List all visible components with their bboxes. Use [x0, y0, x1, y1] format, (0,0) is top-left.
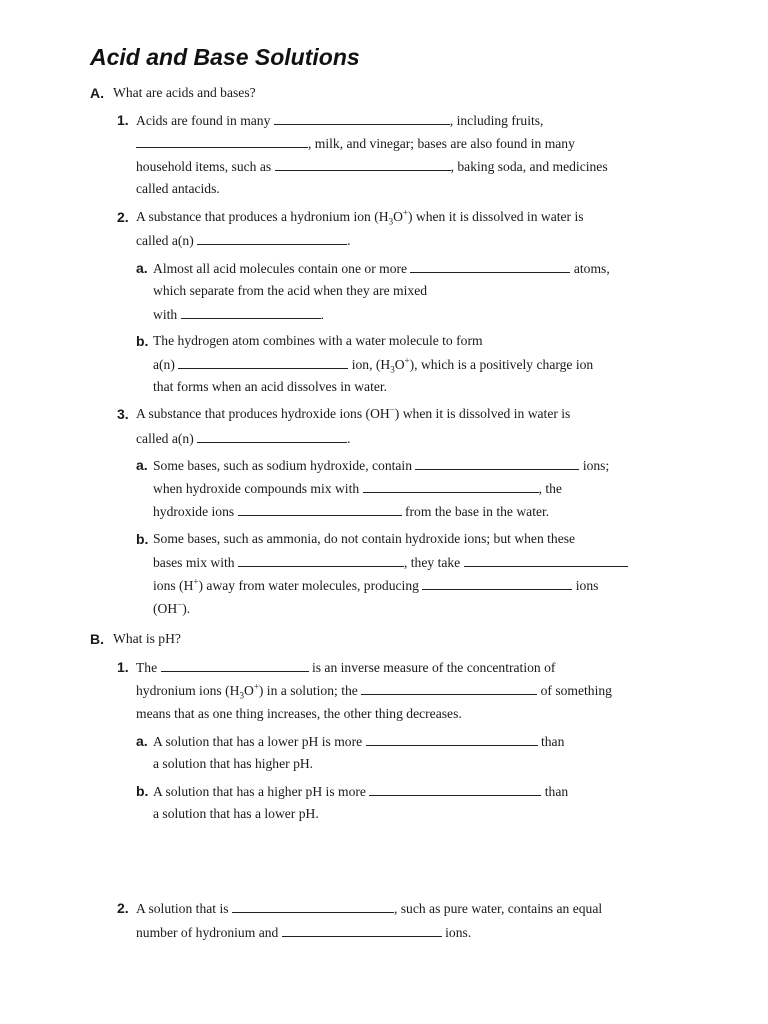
question-a1-line-3: household items, such as , baking soda, and medicines [136, 159, 608, 174]
section-a-heading: What are acids and bases? [113, 85, 256, 100]
item-a3a-marker: a. [136, 457, 148, 473]
item-a3b-marker: b. [136, 531, 149, 547]
question-a2-line-1: A substance that produces a hydronium ion $(H_3O^+)$ when it is dissolved in water is [136, 207, 584, 227]
question-b1-line-2: hydronium ions $(H_3O^+)$ in a solution; the of something [136, 681, 612, 701]
answer-blank[interactable] [275, 158, 451, 171]
question-a1-line-2: , milk, and vinegar; bases are also found in many [136, 135, 575, 152]
question-a1-marker: 1. [117, 112, 129, 128]
item-b1b-line-2: a solution that has a lower pH. [153, 806, 319, 821]
question-a1-line-4: called antacids. [136, 181, 220, 196]
item-a3a-line-1: Some bases, such as sodium hydroxide, contain ions; [153, 458, 610, 473]
section-b-marker: B. [90, 631, 104, 647]
answer-blank[interactable] [197, 232, 347, 245]
question-b2-marker: 2. [117, 900, 129, 916]
worksheet-title: Acid and Base Solutions [90, 44, 360, 70]
question-a2-marker: 2. [117, 209, 129, 225]
question-a2-line-2: called a(n) . [136, 233, 351, 248]
item-a2a-line-1: Almost all acid molecules contain one or more atoms, [153, 261, 610, 276]
section-a-marker: A. [90, 85, 104, 101]
answer-blank[interactable] [178, 356, 348, 369]
answer-blank[interactable] [181, 306, 321, 319]
answer-blank[interactable] [161, 659, 309, 672]
question-a1-line-1: Acids are found in many , including fruits, [136, 113, 544, 128]
item-a3a-line-3: hydroxide ions from the base in the water. [153, 504, 550, 519]
answer-blank[interactable] [274, 112, 450, 125]
item-a2a-line-2: which separate from the acid when they are mixed [153, 283, 428, 298]
answer-blank[interactable] [369, 783, 541, 796]
question-a3-line-1: A substance that produces hydroxide ions (OH−) when it is dissolved in water is [136, 404, 571, 421]
item-b1b-line-1: A solution that has a higher pH is more than [153, 784, 569, 799]
answer-blank[interactable] [238, 503, 402, 516]
item-a2a-marker: a. [136, 260, 148, 276]
answer-blank[interactable] [363, 480, 539, 493]
answer-blank[interactable] [136, 135, 308, 148]
item-a2b-marker: b. [136, 333, 149, 349]
item-b1b-marker: b. [136, 783, 149, 799]
item-a3a-line-2: when hydroxide compounds mix with , the [153, 481, 562, 496]
section-b-heading: What is pH? [113, 631, 181, 646]
answer-blank[interactable] [366, 733, 538, 746]
answer-blank[interactable] [238, 554, 404, 567]
question-b2-line-1: A solution that is , such as pure water, contains an equal [136, 901, 603, 916]
question-a3-line-2: called a(n) . [136, 431, 351, 446]
answer-blank[interactable] [361, 682, 537, 695]
answer-blank[interactable] [410, 260, 570, 273]
answer-blank[interactable] [197, 430, 347, 443]
item-b1a-line-2: a solution that has higher pH. [153, 756, 314, 771]
item-b1a-line-1: A solution that has a lower pH is more than [153, 734, 565, 749]
question-b1-line-1: The is an inverse measure of the concentration of [136, 660, 556, 675]
item-a2b-line-3: that forms when an acid dissolves in water. [153, 379, 388, 394]
answer-blank[interactable] [232, 900, 394, 913]
question-b1-line-3: means that as one thing increases, the other thing decreases. [136, 706, 462, 721]
item-a3b-line-2: bases mix with , they take [153, 554, 628, 571]
item-a2a-line-3: with . [153, 307, 324, 322]
item-a2b-line-2: a(n) ion, $(H_3O^+)$, which is a positively charge ion [153, 355, 594, 375]
item-a3b-line-3: ions (H+) away from water molecules, producing ions [153, 576, 599, 593]
answer-blank[interactable] [464, 554, 628, 567]
answer-blank[interactable] [422, 577, 572, 590]
question-b2-line-2: number of hydronium and ions. [136, 925, 472, 940]
question-b1-marker: 1. [117, 659, 129, 675]
item-a3b-line-1: Some bases, such as ammonia, do not contain hydroxide ions; but when these [153, 531, 576, 546]
item-a3b-line-4: (OH−). [153, 599, 191, 616]
item-b1a-marker: a. [136, 733, 148, 749]
question-a3-marker: 3. [117, 406, 129, 422]
answer-blank[interactable] [415, 457, 579, 470]
answer-blank[interactable] [282, 924, 442, 937]
item-a2b-line-1: The hydrogen atom combines with a water molecule to form [153, 333, 483, 348]
